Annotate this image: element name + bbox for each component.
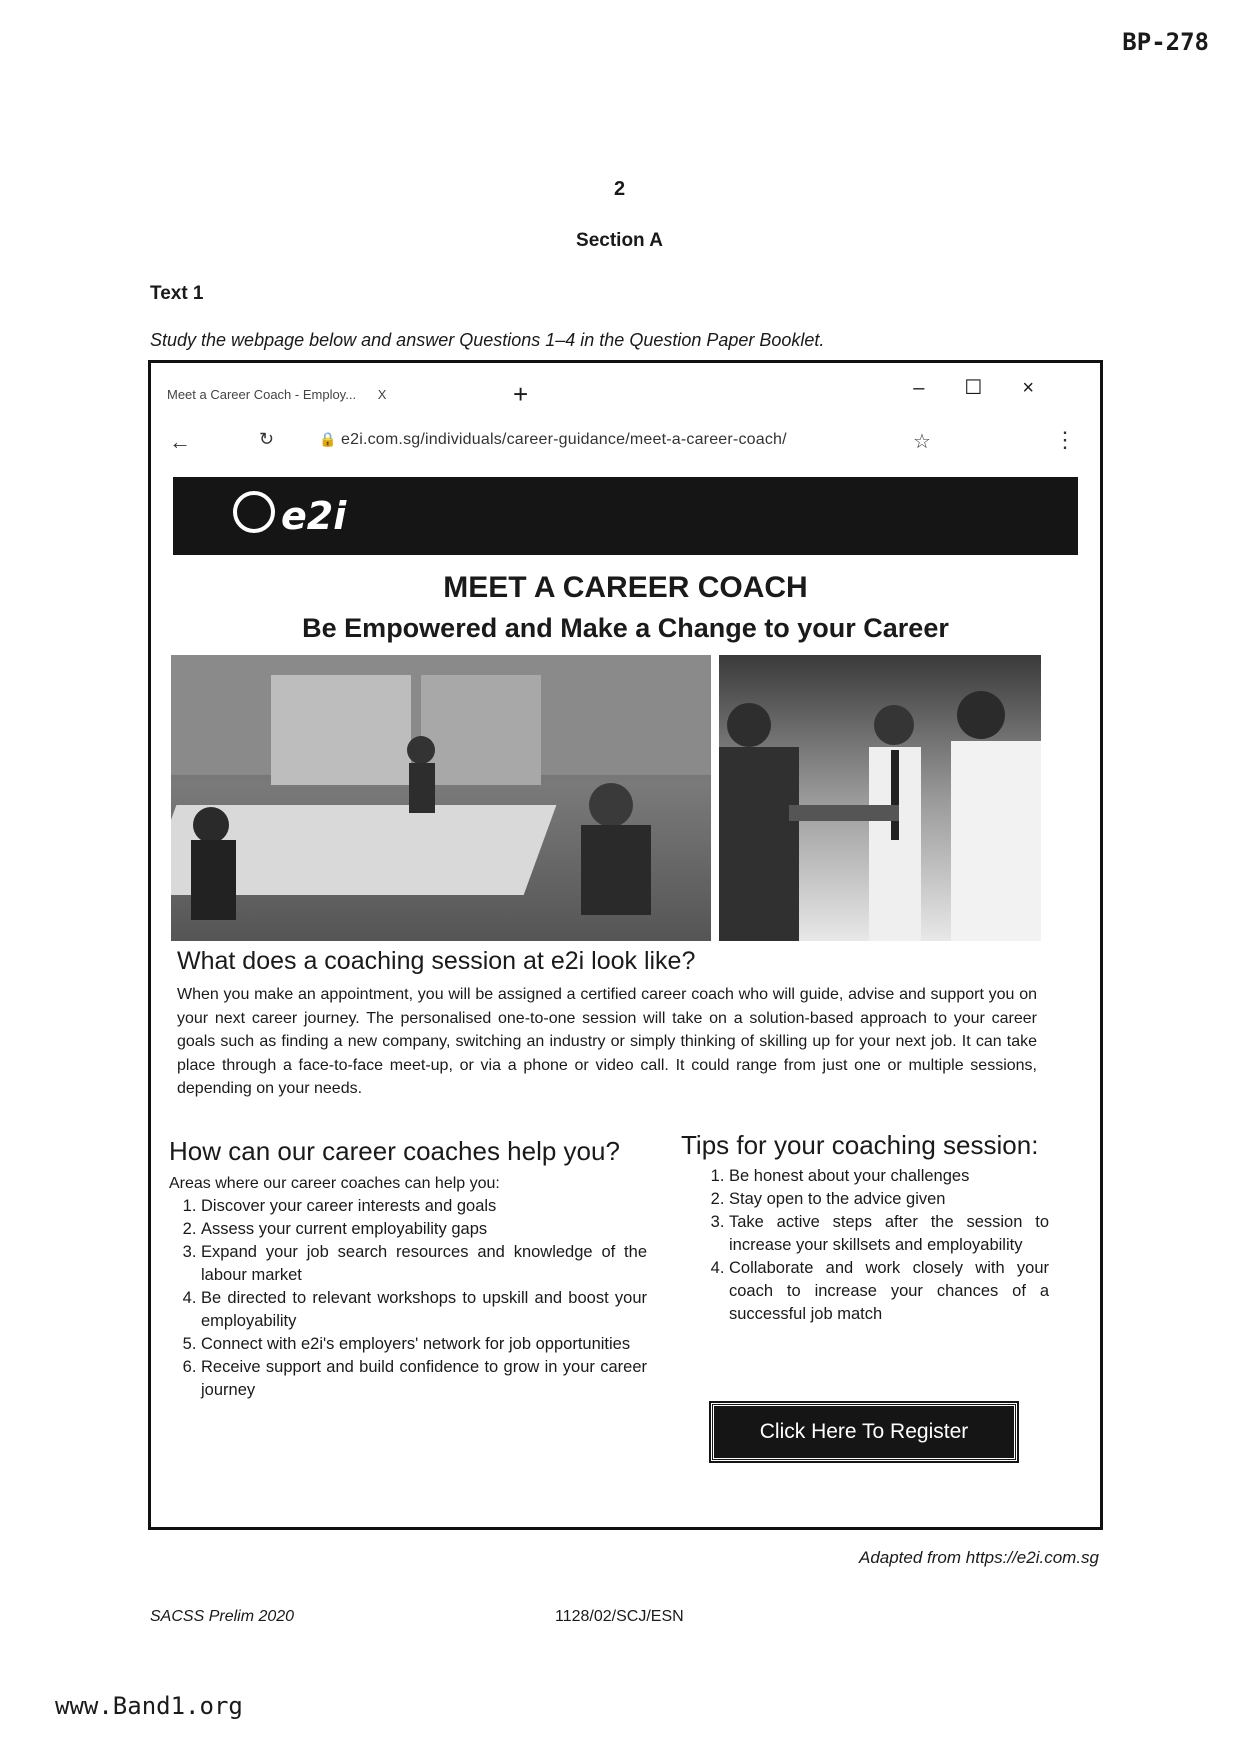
maximize-icon[interactable]: ☐ [964,377,1023,399]
address-bar [151,423,1100,459]
logo-mark-icon [233,491,275,533]
footer-school: SACSS Prelim 2020 [150,1608,295,1625]
tab-bar [151,363,1100,409]
list-item: 3. Take active steps after the session to increase your skillsets and employability [729,1211,1049,1257]
tips-column [681,1127,1049,1326]
tips-heading: Tips for your coaching session: [681,1130,1039,1160]
list-item: 1. Be honest about your challenges [729,1165,1049,1188]
footer-paper-code: 1128/02/SCJ/ESN [555,1608,684,1625]
list-item: 2. Assess your current employability gaps [201,1218,647,1241]
e2i-logo[interactable] [233,491,346,538]
office-meeting-photo [171,655,711,941]
help-column [169,1133,647,1402]
tab-title: Meet a Career Coach - Employ... [167,387,357,402]
browser-tab[interactable] [167,387,386,402]
page-title: MEET A CAREER COACH [443,571,808,604]
session-paragraph: When you make an appointment, you will be assigned a certified career coach who will guide, advise and support you on your next career journey. The personalised one-to-one session will take on a solution-based approach to your career goals such as finding a new company, switching an industry or simply thinking of skilling up for your next job. It can take place through a face-to-face meet-up, or via a phone or video call. It could range from just one or multiple sessions, depending on your needs. [177,986,1037,1097]
close-icon[interactable]: × [1022,377,1074,399]
session-heading: What does a coaching session at e2i look like? [177,947,696,975]
logo-text: e2i [281,494,347,538]
list-item: 5. Connect with e2i's employers' network for job opportunities [201,1333,647,1356]
handshake-photo [719,655,1041,941]
help-heading: How can our career coaches help you? [169,1136,620,1166]
instruction-text: Study the webpage below and answer Questions 1–4 in the Question Paper Booklet. [150,330,825,350]
page-number: 2 [613,178,626,200]
minimize-icon[interactable]: – [913,377,965,399]
bookmark-star-icon[interactable]: ☆ [913,431,931,453]
url-field[interactable]: e2i.com.sg/individuals/career-guidance/meet-a-career-coach/ [341,431,787,448]
site-banner [173,477,1078,555]
page-subtitle: Be Empowered and Make a Change to your Career [302,613,949,643]
new-tab-button[interactable]: + [513,379,529,409]
help-list [169,1195,647,1402]
list-item: 4. Collaborate and work closely with your coach to increase your chances of a successful job match [729,1257,1049,1326]
list-item: 1. Discover your career interests and goals [201,1195,647,1218]
source-credit: Adapted from https://e2i.com.sg [858,1548,1099,1567]
register-button[interactable]: Click Here To Register [711,1403,1017,1461]
lock-icon: 🔒 [319,431,337,447]
list-item: 3. Expand your job search resources and knowledge of the labour market [201,1241,647,1287]
text-label: Text 1 [150,283,204,304]
window-controls [913,375,1074,400]
help-intro: Areas where our career coaches can help you: [169,1175,500,1192]
section-title: Section A [576,230,663,251]
back-arrow-icon[interactable]: ← [169,429,191,454]
list-item: 4. Be directed to relevant workshops to upskill and boost your employability [201,1287,647,1333]
tips-list [681,1165,1049,1326]
list-item: 6. Receive support and build confidence to grow in your career journey [201,1356,647,1402]
tab-close-icon[interactable]: X [377,387,387,402]
browser-menu-icon[interactable]: ⋮ [1054,427,1076,452]
list-item: 2. Stay open to the advice given [729,1188,1049,1211]
website-watermark: www.Band1.org [55,1692,243,1720]
document-code: BP-278 [1122,28,1209,56]
reload-icon[interactable]: ↻ [259,429,275,449]
browser-window [148,360,1103,1530]
